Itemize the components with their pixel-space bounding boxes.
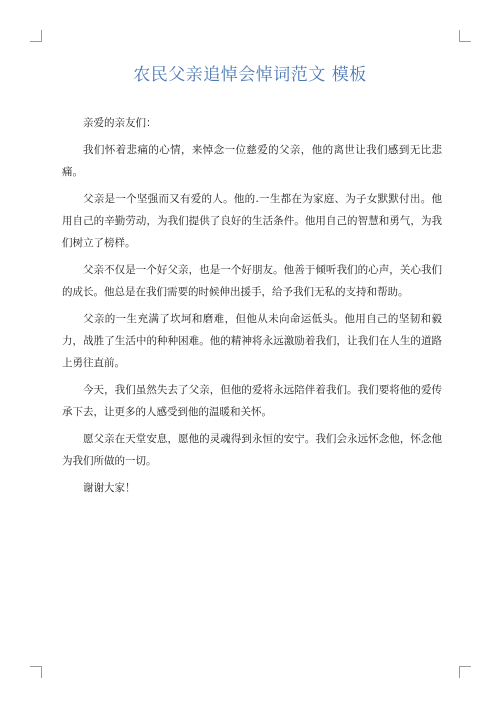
salutation: 亲爱的亲友们： — [83, 117, 157, 129]
margin-corner-mark-bottom-right — [459, 666, 471, 678]
paragraph: 今天，我们虽然失去了父亲，但他的爱将永远陪伴着我们。我们要将他的爱传承下去，让更多的人感受到他的温暖和关怀。 — [62, 384, 442, 418]
margin-corner-mark-top-right — [459, 30, 471, 42]
paragraph: 父亲不仅是一个好父亲，也是一个好朋友。他善于倾听我们的心声，关心我们的成长。他总是在我们需要的时候伸出援手，给予我们无私的支持和帮助。 — [62, 264, 442, 298]
paragraph: 我们怀着悲痛的心情，来悼念一位慈爱的父亲，他的离世让我们感到无比悲痛。 — [62, 144, 442, 178]
paragraph: 愿父亲在天堂安息，愿他的灵魂得到永恒的安宁。我们会永远怀念他，怀念他为我们所做的一切。 — [62, 433, 442, 467]
margin-corner-mark-bottom-left — [30, 666, 42, 678]
document-body — [62, 112, 442, 504]
paragraph: 父亲的一生充满了坎坷和磨难，但他从未向命运低头。他用自己的坚韧和毅力，战胜了生活中的种种困难。他的精神将永远激励着我们，让我们在人生的道路上勇往直前。 — [62, 313, 442, 369]
document-title: 农民父亲追悼会悼词范文 模板 — [133, 65, 367, 85]
paragraph: 父亲是一个坚强而又有爱的人。他的.一生都在为家庭、为子女默默付出。他用自己的辛勤劳动，为我们提供了良好的生活条件。他用自己的智慧和勇气，为我们树立了榜样。 — [62, 193, 442, 249]
closing: 谢谢大家！ — [83, 482, 136, 494]
margin-corner-mark-top-left — [30, 30, 42, 42]
